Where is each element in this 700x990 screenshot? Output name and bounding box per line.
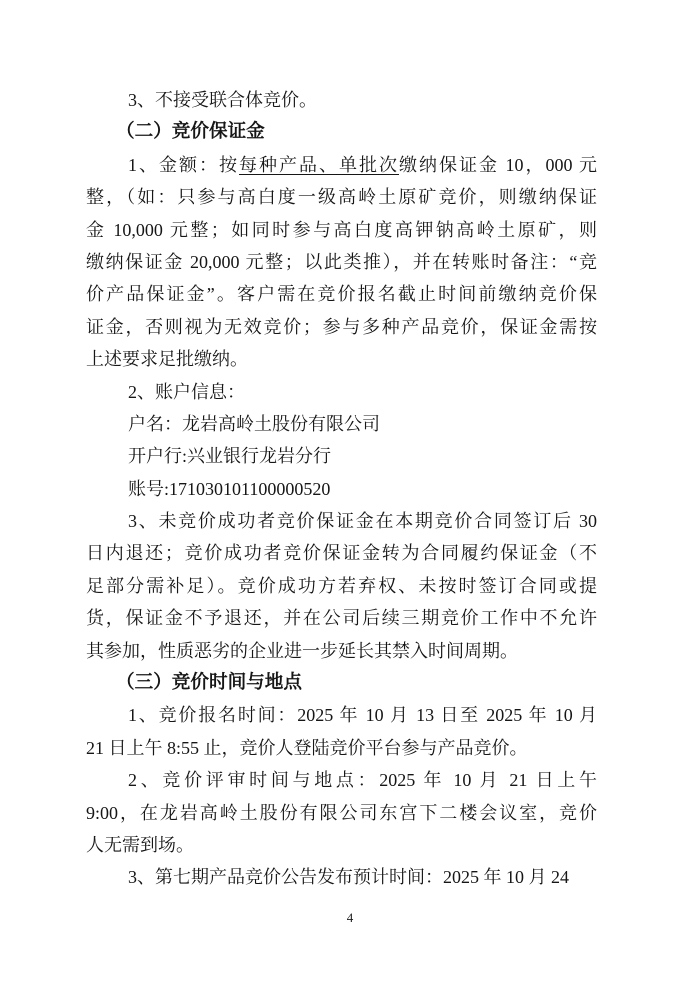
text-segment: （三）竞价时间与地点 <box>116 672 302 694</box>
text-segment: 1、竞价报名时间：2025 年 10 月 13 日至 2025 年 10 月 <box>128 705 597 726</box>
section-heading <box>86 116 597 148</box>
text-segment: 金 10,000 元整；如同时参与高白度高钾钠高岭土原矿，则 <box>86 219 597 240</box>
text-line <box>86 246 597 278</box>
text-segment: 1、金额：按 <box>128 154 239 175</box>
text-line <box>86 861 597 893</box>
text-line <box>86 278 597 310</box>
text-line <box>86 473 597 505</box>
text-line <box>86 797 597 829</box>
text-line <box>86 699 597 731</box>
text-line <box>86 181 597 213</box>
text-line <box>86 505 597 537</box>
text-line <box>86 570 597 602</box>
document-body <box>86 84 597 894</box>
text-line <box>86 408 597 440</box>
text-line <box>86 635 597 667</box>
text-segment: 2、竞价评审时间与地点：2025 年 10 月 21 日上午 <box>128 770 597 791</box>
text-segment: 缴纳保证金 10，000 元 <box>399 154 597 175</box>
section-heading <box>86 667 597 699</box>
text-line <box>86 311 597 343</box>
text-segment: 人无需到场。 <box>86 834 194 855</box>
text-segment: 价产品保证金”。客户需在竞价报名截止时间前缴纳竞价保 <box>86 284 597 305</box>
text-segment: 证金，否则视为无效竞价；参与多种产品竞价，保证金需按 <box>86 316 597 337</box>
text-segment: 9:00，在龙岩高岭土股份有限公司东宫下二楼会议室，竞价 <box>86 802 597 823</box>
underlined-text: 每种产品、单批次 <box>239 154 399 175</box>
text-line <box>86 440 597 472</box>
text-segment: 2、账户信息： <box>128 381 245 402</box>
text-segment: 整，（如：只参与高白度一级高岭土原矿竞价，则缴纳保证 <box>86 187 597 208</box>
text-line <box>86 84 597 116</box>
text-segment: 3、未竞价成功者竞价保证金在本期竞价合同签订后 30 <box>128 511 597 532</box>
text-segment: 21 日上午 8:55 止，竞价人登陆竞价平台参与产品竞价。 <box>86 737 528 758</box>
text-line <box>86 537 597 569</box>
text-line <box>86 343 597 375</box>
text-segment: 其参加，性质恶劣的企业进一步延长其禁入时间周期。 <box>86 640 518 661</box>
text-line <box>86 829 597 861</box>
text-segment: 足部分需补足）。竞价成功方若弃权、未按时签订合同或提 <box>86 575 597 596</box>
text-line <box>86 376 597 408</box>
text-segment: 缴纳保证金 20,000 元整；以此类推），并在转账时备注：“竞 <box>86 251 597 272</box>
text-segment: 货，保证金不予退还，并在公司后续三期竞价工作中不允许 <box>86 608 597 629</box>
text-line <box>86 214 597 246</box>
text-line <box>86 602 597 634</box>
text-segment: 3、不接受联合体竞价。 <box>128 90 317 110</box>
text-segment: 上述要求足批缴纳。 <box>86 349 248 370</box>
page-number: 4 <box>346 910 354 925</box>
text-segment: （二）竞价保证金 <box>116 121 265 143</box>
text-segment: 3、第七期产品竞价公告发布预计时间：2025 年 10 月 24 <box>128 867 569 888</box>
text-segment: 户名：龙岩高岭土股份有限公司 <box>128 413 380 434</box>
text-line <box>86 149 597 181</box>
text-segment: 开户行:兴业银行龙岩分行 <box>128 446 331 467</box>
text-line <box>86 732 597 764</box>
text-segment: 账号:171030101100000520 <box>128 478 331 499</box>
text-segment: 日内退还；竞价成功者竞价保证金转为合同履约保证金（不 <box>86 543 597 564</box>
text-line <box>86 764 597 796</box>
